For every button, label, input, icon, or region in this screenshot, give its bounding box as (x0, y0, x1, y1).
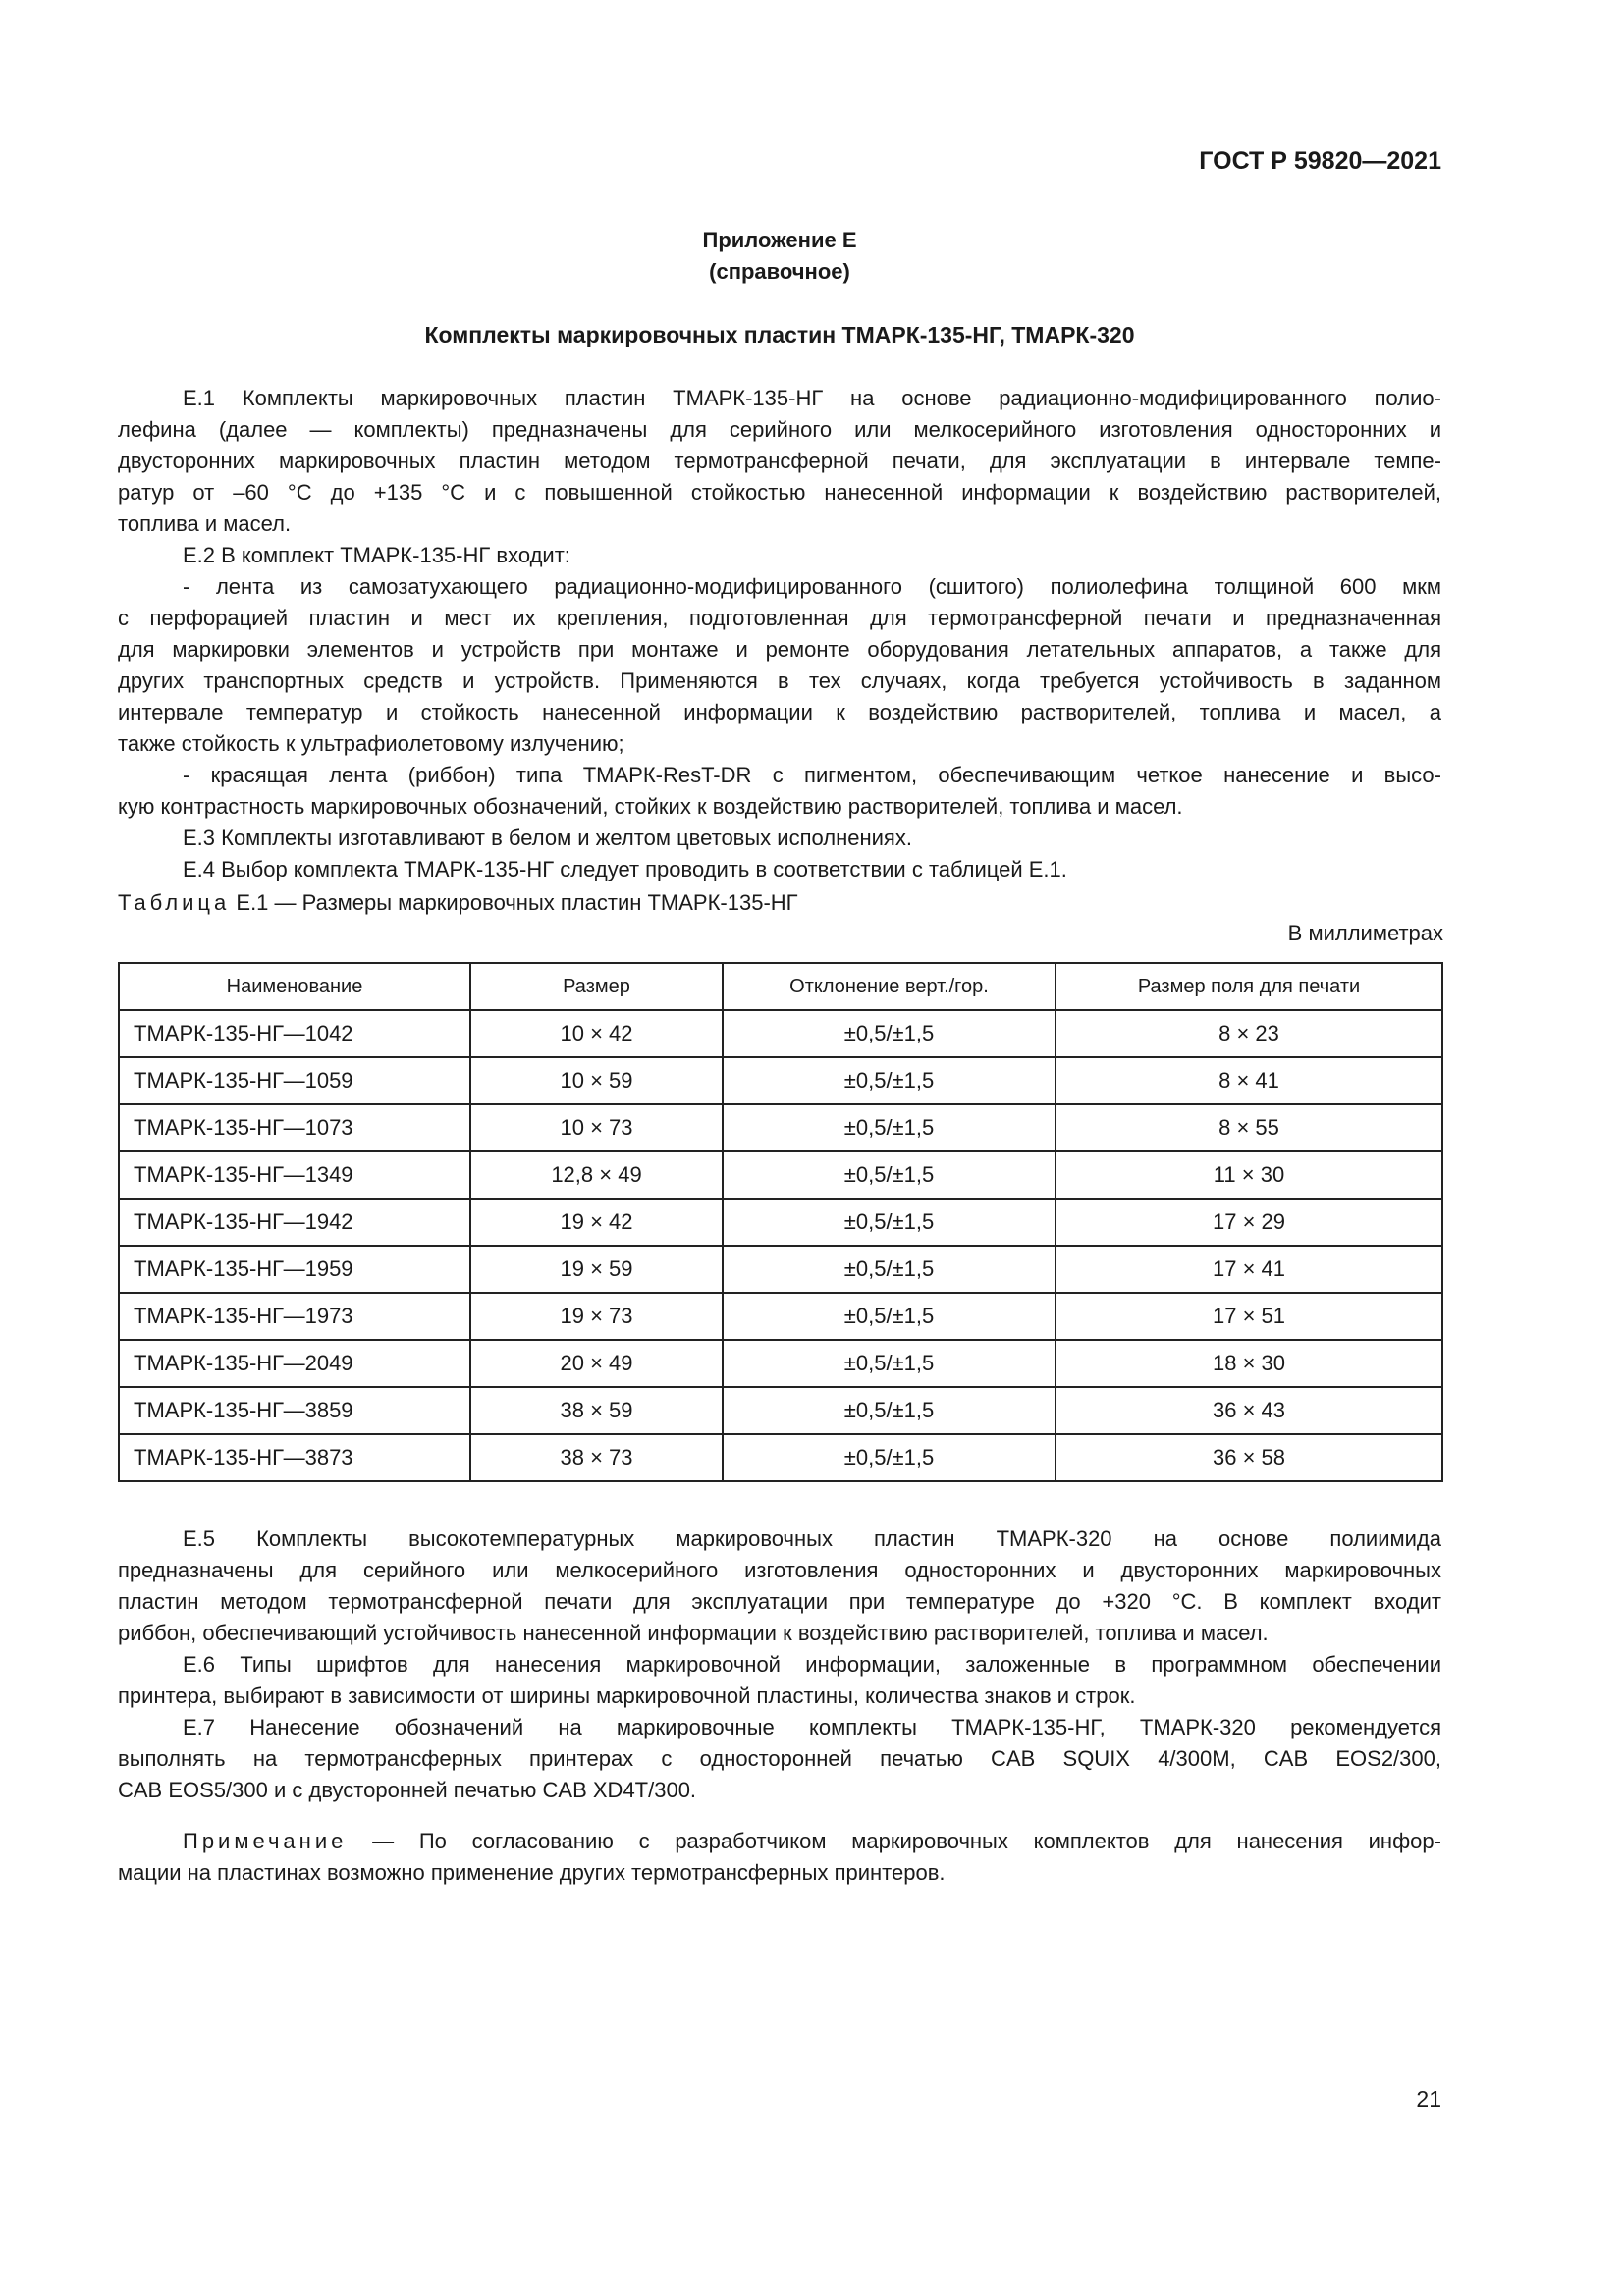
cell-print-area: 18 × 30 (1056, 1340, 1442, 1387)
cell-size: 19 × 42 (470, 1199, 723, 1246)
column-header: Размер поля для печати (1056, 963, 1442, 1010)
text-line: лефина (далее — комплекты) предназначены для серийного или мелкосерийного изготовления односторонних и (118, 417, 1441, 442)
text-line: двусторонних маркировочных пластин методом термотрансферной печати, для эксплуатации в интервале темпе- (118, 449, 1441, 473)
text-line: Е.1 Комплекты маркировочных пластин ТМАРК-135-НГ на основе радиационно-модифицированного полио- (183, 386, 1441, 410)
text-line: интервале температур и стойкость нанесенной информации к воздействию растворителей, топлива и масел, а (118, 700, 1441, 724)
text-line: ратур от –60 °С до +135 °С и с повышенной стойкостью нанесенной информации к воздействию растворителей, (118, 480, 1441, 505)
table-row (119, 1387, 1442, 1434)
cell-size: 10 × 73 (470, 1104, 723, 1151)
cell-size: 12,8 × 49 (470, 1151, 723, 1199)
text-line: для маркировки элементов и устройств при монтаже и ремонте оборудования летательных аппаратов, а также для (118, 637, 1441, 662)
text-line: CAB EOS5/300 и с двусторонней печатью CAB XD4T/300. (118, 1778, 697, 1802)
cell-print-area: 8 × 55 (1056, 1104, 1442, 1151)
text-line: Е.7 Нанесение обозначений на маркировочные комплекты ТМАРК-135-НГ, ТМАРК-320 рекомендуется (183, 1715, 1441, 1739)
paragraph-e5 (118, 1523, 1441, 1649)
appendix-subtitle: (справочное) (709, 259, 850, 284)
text-line: кую контрастность маркировочных обозначений, стойких к воздействию растворителей, топлива и масел. (118, 794, 1183, 819)
table-row (119, 1199, 1442, 1246)
text-line: — По согласованию с разработчиком маркировочных комплектов для нанесения инфор- (372, 1829, 1441, 1853)
cell-tolerance: ±0,5/±1,5 (723, 1293, 1056, 1340)
paragraph-e7 (118, 1712, 1441, 1806)
cell-print-area: 36 × 43 (1056, 1387, 1442, 1434)
table-caption-label: Таблица (118, 890, 231, 915)
text-line: мации на пластинах возможно применение других термотрансферных принтеров. (118, 1860, 946, 1885)
cell-size: 10 × 42 (470, 1010, 723, 1057)
text-line: топлива и масел. (118, 511, 292, 536)
cell-tolerance: ±0,5/±1,5 (723, 1057, 1056, 1104)
cell-name: ТМАРК-135-НГ—1973 (119, 1293, 470, 1340)
cell-print-area: 8 × 23 (1056, 1010, 1442, 1057)
paragraph-e2-item-2 (118, 760, 1441, 823)
cell-tolerance: ±0,5/±1,5 (723, 1010, 1056, 1057)
cell-name: ТМАРК-135-НГ—1349 (119, 1151, 470, 1199)
cell-tolerance: ±0,5/±1,5 (723, 1151, 1056, 1199)
text-line: выполнять на термотрансферных принтерах с односторонней печатью CAB SQUIX 4/300M, CAB EOS2/300, (118, 1746, 1441, 1771)
text-line: других транспортных средств и устройств. Применяются в тех случаях, когда требуется устойчивость в заданном (118, 668, 1441, 693)
page-number: 21 (1416, 2086, 1441, 2111)
appendix-title: Приложение Е (702, 228, 857, 252)
paragraph-e2-item-1 (118, 571, 1441, 760)
table-row (119, 1434, 1442, 1481)
cell-print-area: 8 × 41 (1056, 1057, 1442, 1104)
table-row (119, 1246, 1442, 1293)
cell-size: 19 × 73 (470, 1293, 723, 1340)
paragraph-e6 (118, 1649, 1441, 1712)
appendix-heading: Комплекты маркировочных пластин ТМАРК-135-НГ, ТМАРК-320 (424, 322, 1135, 347)
cell-print-area: 17 × 51 (1056, 1293, 1442, 1340)
cell-size: 38 × 73 (470, 1434, 723, 1481)
cell-tolerance: ±0,5/±1,5 (723, 1434, 1056, 1481)
cell-size: 19 × 59 (470, 1246, 723, 1293)
text-line: - красящая лента (риббон) типа ТМАРК-ResT-DR с пигментом, обеспечивающим четкое нанесение и высо- (183, 763, 1441, 787)
text-line: пластин методом термотрансферной печати для эксплуатации при температуре до +320 °С. В комплект входит (118, 1589, 1441, 1614)
note-label: Примечание (183, 1829, 348, 1853)
cell-print-area: 11 × 30 (1056, 1151, 1442, 1199)
table-row (119, 1057, 1442, 1104)
column-header: Размер (470, 963, 723, 1010)
standard-number: ГОСТ Р 59820—2021 (1199, 147, 1441, 175)
cell-tolerance: ±0,5/±1,5 (723, 1199, 1056, 1246)
table-row (119, 1293, 1442, 1340)
body-top (118, 383, 1441, 885)
text-line: - лента из самозатухающего радиационно-модифицированного (сшитого) полиолефина толщиной 600 мкм (183, 574, 1441, 599)
cell-print-area: 17 × 41 (1056, 1246, 1442, 1293)
paragraph-e2: Е.2 В комплект ТМАРК-135-НГ входит: (183, 543, 570, 567)
cell-name: ТМАРК-135-НГ—1959 (119, 1246, 470, 1293)
text-line: Е.6 Типы шрифтов для нанесения маркировочной информации, заложенные в программном обеспечении (183, 1652, 1441, 1677)
cell-name: ТМАРК-135-НГ—1073 (119, 1104, 470, 1151)
cell-tolerance: ±0,5/±1,5 (723, 1246, 1056, 1293)
table-header-row (119, 963, 1442, 1010)
cell-name: ТМАРК-135-НГ—3873 (119, 1434, 470, 1481)
cell-tolerance: ±0,5/±1,5 (723, 1340, 1056, 1387)
table-row (119, 1151, 1442, 1199)
cell-name: ТМАРК-135-НГ—1042 (119, 1010, 470, 1057)
cell-name: ТМАРК-135-НГ—2049 (119, 1340, 470, 1387)
table-caption (118, 887, 1441, 919)
paragraph-e3: Е.3 Комплекты изготавливают в белом и желтом цветовых исполнениях. (183, 826, 912, 850)
paragraph-e1 (118, 383, 1441, 540)
cell-name: ТМАРК-135-НГ—1059 (119, 1057, 470, 1104)
table-units: В миллиметрах (1287, 921, 1443, 945)
table-row (119, 1340, 1442, 1387)
text-line: также стойкость к ультрафиолетовому излучению; (118, 731, 624, 756)
text-line: предназначены для серийного или мелкосерийного изготовления односторонних и двусторонних маркировочных (118, 1558, 1441, 1582)
cell-name: ТМАРК-135-НГ—3859 (119, 1387, 470, 1434)
cell-size: 20 × 49 (470, 1340, 723, 1387)
column-header: Отклонение верт./гор. (723, 963, 1056, 1010)
cell-print-area: 36 × 58 (1056, 1434, 1442, 1481)
text-line: с перфорацией пластин и мест их крепления, подготовленная для термотрансферной печати и предназначенная (118, 606, 1441, 630)
column-header: Наименование (119, 963, 470, 1010)
table-row (119, 1104, 1442, 1151)
note (118, 1826, 1441, 1889)
text-line: Е.5 Комплекты высокотемпературных маркировочных пластин ТМАРК-320 на основе полиимида (183, 1526, 1441, 1551)
body-bottom (118, 1523, 1441, 1889)
cell-print-area: 17 × 29 (1056, 1199, 1442, 1246)
text-line: принтера, выбирают в зависимости от ширины маркировочной пластины, количества знаков и строк. (118, 1683, 1136, 1708)
table-caption-text: Е.1 — Размеры маркировочных пластин ТМАРК-135-НГ (236, 890, 798, 915)
cell-tolerance: ±0,5/±1,5 (723, 1387, 1056, 1434)
cell-size: 38 × 59 (470, 1387, 723, 1434)
table-row (119, 1010, 1442, 1057)
paragraph-e4: Е.4 Выбор комплекта ТМАРК-135-НГ следует проводить в соответствии с таблицей Е.1. (183, 857, 1067, 881)
text-line: риббон, обеспечивающий устойчивость нанесенной информации к воздействию растворителей, топлива и масел. (118, 1621, 1269, 1645)
cell-tolerance: ±0,5/±1,5 (723, 1104, 1056, 1151)
plate-sizes-table (118, 962, 1443, 1482)
cell-name: ТМАРК-135-НГ—1942 (119, 1199, 470, 1246)
cell-size: 10 × 59 (470, 1057, 723, 1104)
